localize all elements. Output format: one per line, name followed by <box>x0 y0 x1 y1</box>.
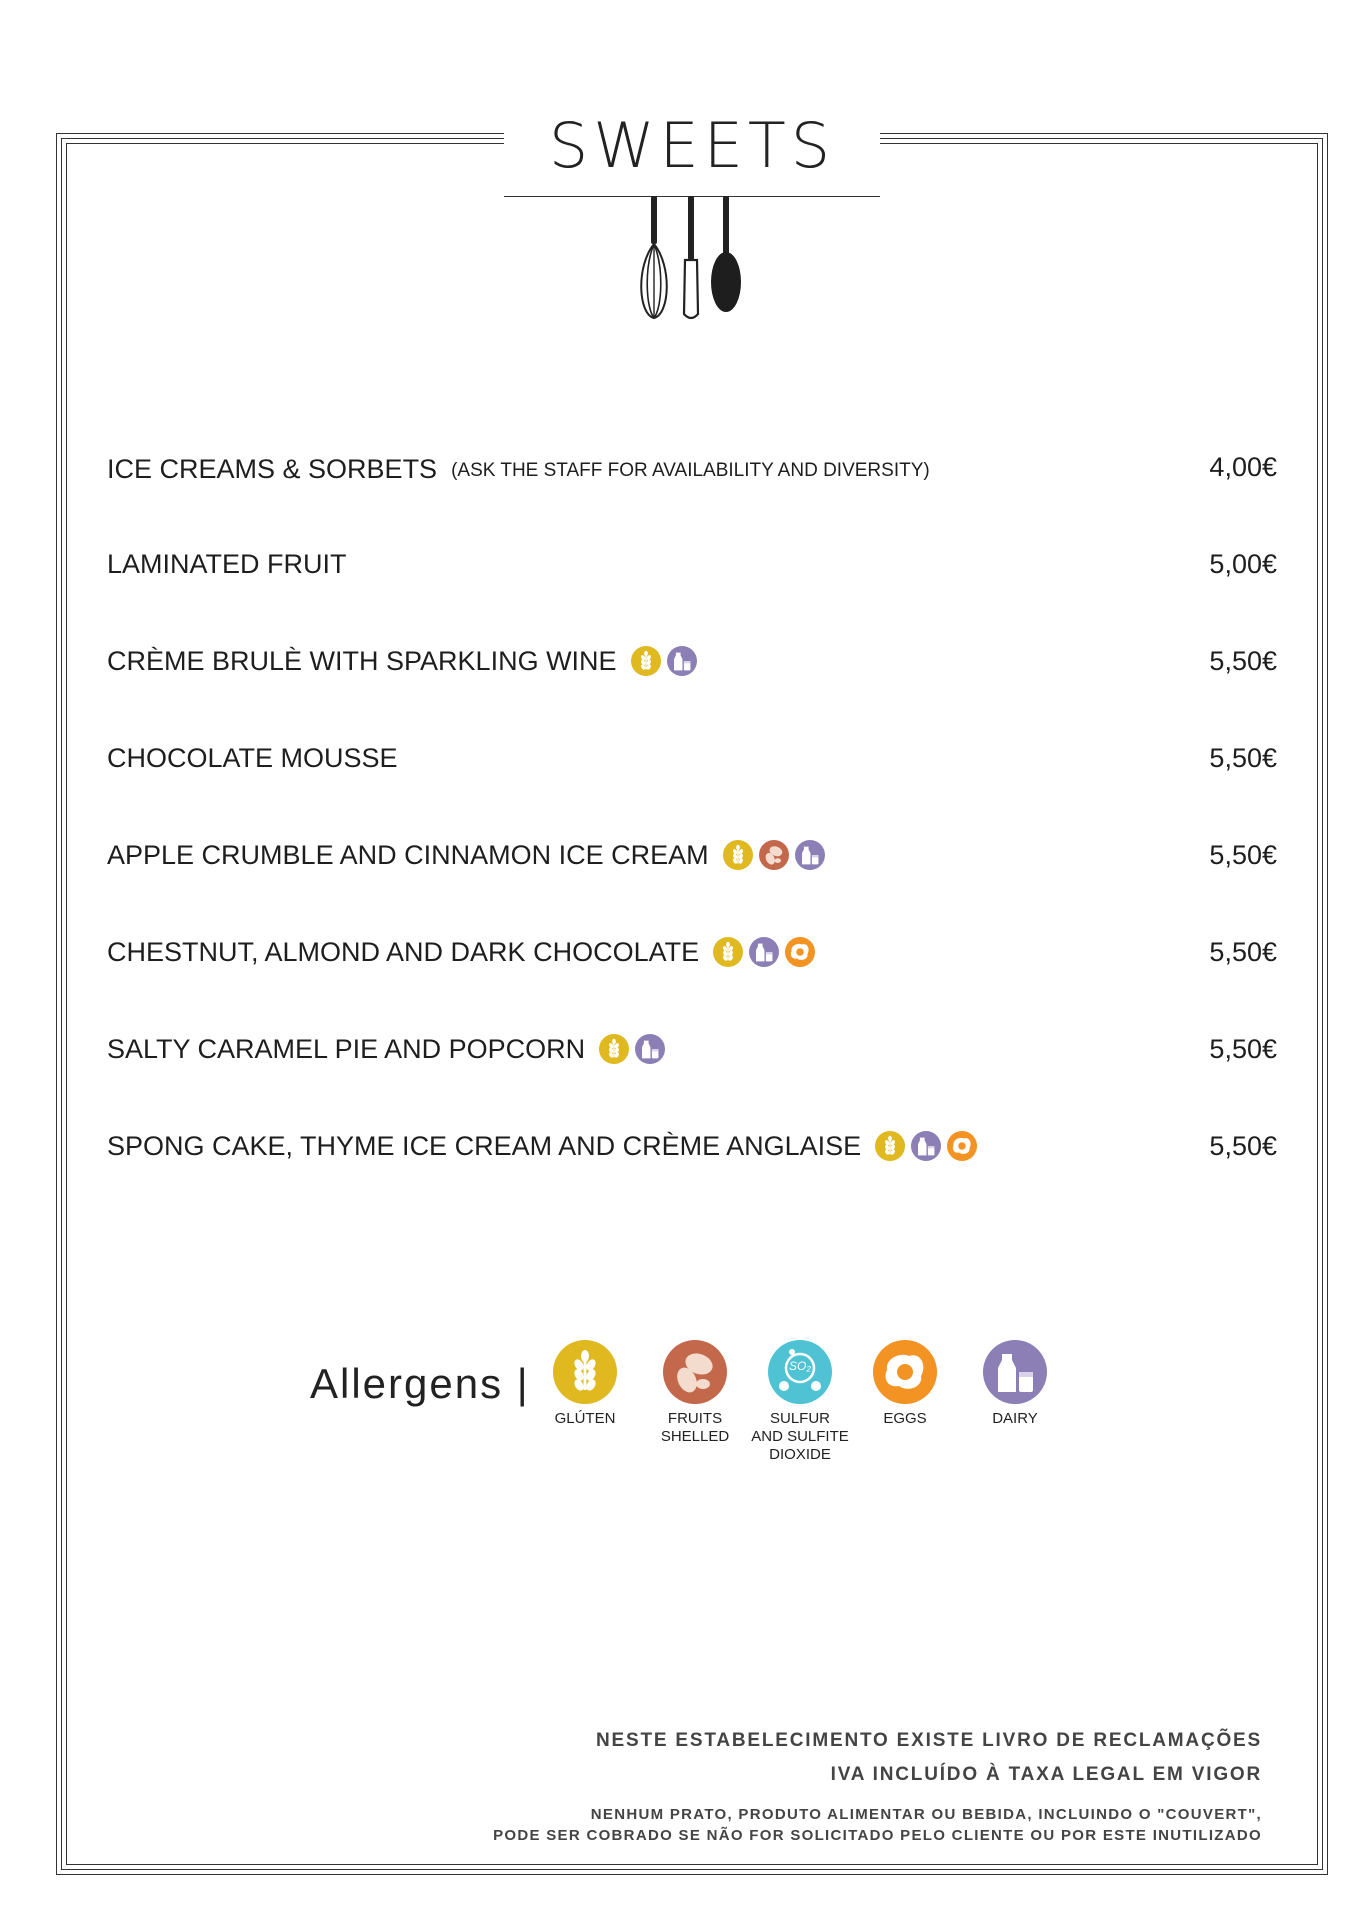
whisk-icon <box>641 196 667 318</box>
gluten-icon <box>599 1034 629 1064</box>
menu-item-price: 5,50€ <box>1209 840 1277 870</box>
menu-item <box>107 638 1277 735</box>
menu-item-name: APPLE CRUMBLE AND CINNAMON ICE CREAM <box>107 840 709 870</box>
legend-eggs <box>850 1340 960 1428</box>
sulfur-symbol: SO₂ <box>789 1359 811 1373</box>
spoon-icon <box>711 196 741 312</box>
gluten-icon <box>723 840 753 870</box>
menu-item <box>107 735 1277 832</box>
eggs-icon <box>873 1340 937 1404</box>
menu-item-name: SPONG CAKE, THYME ICE CREAM AND CRÈME ANGLAISE <box>107 1131 862 1161</box>
menu-item-note: (ASK THE STAFF FOR AVAILABILITY AND DIVERSITY) <box>451 460 930 481</box>
legend-fruits-shelled <box>640 1340 750 1446</box>
footer-complaints-notice: NESTE ESTABELECIMENTO EXISTE LIVRO DE RECLAMAÇÕES <box>595 1730 1262 1751</box>
menu-item-name: CRÈME BRULÈ WITH SPARKLING WINE <box>107 646 617 676</box>
legend-gluten <box>530 1340 640 1428</box>
legend-label: DIOXIDE <box>769 1446 831 1463</box>
menu-item-price: 5,50€ <box>1209 1131 1277 1161</box>
dairy-icon <box>911 1131 941 1161</box>
gluten-icon <box>875 1131 905 1161</box>
legend-label: SHELLED <box>660 1428 730 1445</box>
menu-item <box>107 1123 1277 1220</box>
legend-label: FRUITS <box>667 1410 723 1427</box>
legend-label: DAIRY <box>992 1410 1038 1427</box>
legend-label: AND SULFITE <box>751 1428 849 1445</box>
menu-item-price: 5,50€ <box>1209 1034 1277 1064</box>
eggs-icon <box>947 1131 977 1161</box>
gluten-icon <box>713 937 743 967</box>
menu-item-price: 4,00€ <box>1209 452 1277 482</box>
footer-couvert-notice-2: PODE SER COBRADO SE NÃO FOR SOLICITADO PELO CLIENTE OU POR ESTE INUTILIZADO <box>493 1827 1262 1844</box>
menu-item-price: 5,00€ <box>1209 549 1277 579</box>
menu-item-name: ICE CREAMS & SORBETS <box>107 454 438 484</box>
menu-item-name: LAMINATED FRUIT <box>107 549 347 579</box>
dairy-icon <box>749 937 779 967</box>
menu-item-name: CHESTNUT, ALMOND AND DARK CHOCOLATE <box>107 937 700 967</box>
gluten-icon <box>553 1340 617 1404</box>
dairy-icon <box>667 646 697 676</box>
dairy-icon <box>635 1034 665 1064</box>
fruits-shelled-icon <box>759 840 789 870</box>
menu-item <box>107 929 1277 1026</box>
allergens-label: Allergens | <box>310 1360 530 1407</box>
legend-label: EGGS <box>883 1410 927 1427</box>
menu-item <box>107 1026 1277 1123</box>
kitchen-utensils-icon <box>628 196 760 322</box>
menu-item-price: 5,50€ <box>1209 743 1277 773</box>
menu-item <box>107 541 1277 638</box>
footer-couvert-notice-1: NENHUM PRATO, PRODUTO ALIMENTAR OU BEBIDA, INCLUINDO O "COUVERT", <box>590 1806 1262 1823</box>
menu-item-price: 5,50€ <box>1209 646 1277 676</box>
fruits-shelled-icon <box>663 1340 727 1404</box>
eggs-icon <box>785 937 815 967</box>
spatula-icon <box>684 196 698 318</box>
dairy-icon <box>983 1340 1047 1404</box>
page-title: SWEETS <box>548 109 836 182</box>
menu-list <box>107 444 1277 1220</box>
footer-vat-notice: IVA INCLUÍDO À TAXA LEGAL EM VIGOR <box>830 1764 1262 1785</box>
menu-item-name: SALTY CARAMEL PIE AND POPCORN <box>107 1034 586 1064</box>
menu-item <box>107 832 1277 929</box>
allergens-legend <box>310 1340 1110 1480</box>
legend-sulfur <box>745 1340 855 1464</box>
gluten-icon <box>631 646 661 676</box>
dairy-icon <box>795 840 825 870</box>
menu-item <box>107 444 1277 541</box>
menu-item-price: 5,50€ <box>1209 937 1277 967</box>
legend-label: GLÚTEN <box>554 1410 616 1427</box>
legend-label: SULFUR <box>769 1410 830 1427</box>
title-box <box>504 96 880 197</box>
legend-dairy <box>960 1340 1070 1428</box>
menu-item-name: CHOCOLATE MOUSSE <box>107 743 398 773</box>
